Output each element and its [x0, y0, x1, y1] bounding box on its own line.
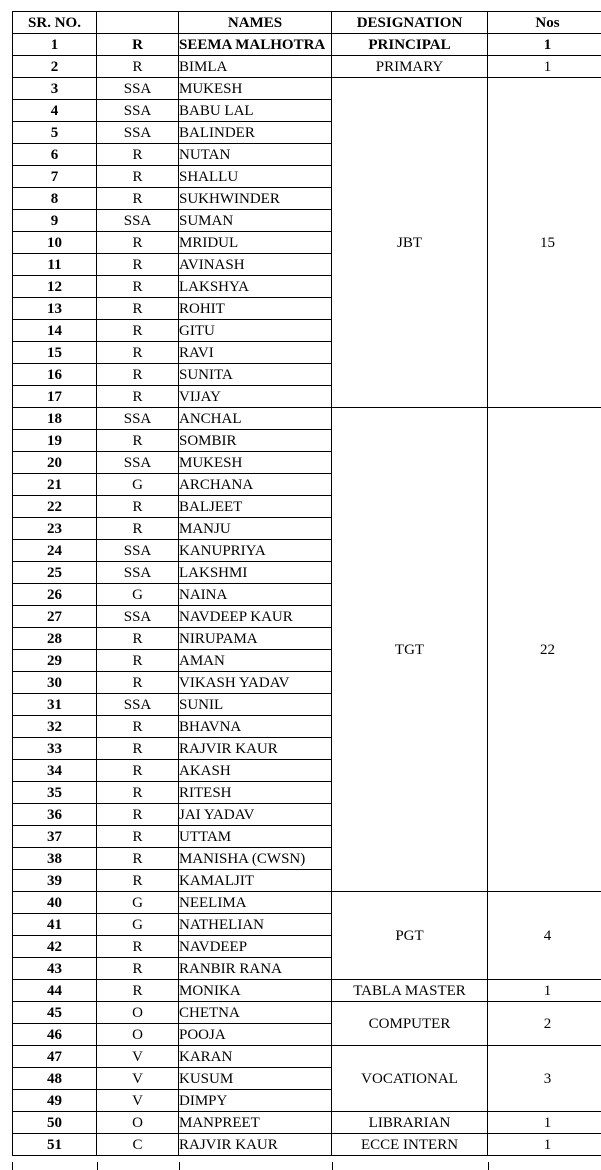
designation-cell: COMPUTER	[332, 1002, 488, 1046]
name-cell: KARAN	[179, 1046, 332, 1068]
category-cell: G	[97, 914, 179, 936]
name-cell: AVINASH	[179, 254, 332, 276]
category-cell: R	[97, 760, 179, 782]
header-sr-no: SR. NO.	[13, 12, 97, 34]
header-designation: DESIGNATION	[332, 12, 488, 34]
name-cell: NAINA	[179, 584, 332, 606]
category-cell: R	[97, 342, 179, 364]
table-row	[13, 408, 601, 430]
name-cell: LAKSHYA	[179, 276, 332, 298]
name-cell: KAMALJIT	[179, 870, 332, 892]
sr-no-cell: 1	[13, 34, 97, 56]
header-row	[13, 12, 601, 34]
name-cell: NUTAN	[179, 144, 332, 166]
name-cell: MANJU	[179, 518, 332, 540]
table-row	[13, 34, 601, 56]
partial-next-row	[12, 1162, 601, 1170]
sr-no-cell: 41	[13, 914, 97, 936]
name-cell: UTTAM	[179, 826, 332, 848]
sr-no-cell: 23	[13, 518, 97, 540]
sr-no-cell: 19	[13, 430, 97, 452]
nos-cell: 1	[488, 980, 601, 1002]
category-cell: R	[97, 650, 179, 672]
name-cell: MANISHA (CWSN)	[179, 848, 332, 870]
sr-no-cell: 51	[13, 1134, 97, 1156]
category-cell: R	[97, 430, 179, 452]
category-cell: R	[97, 980, 179, 1002]
designation-cell: PGT	[332, 892, 488, 980]
category-cell: R	[97, 716, 179, 738]
nos-cell: 4	[488, 892, 601, 980]
name-cell: ANCHAL	[179, 408, 332, 430]
category-cell: C	[97, 1134, 179, 1156]
category-cell: R	[97, 232, 179, 254]
name-cell: NEELIMA	[179, 892, 332, 914]
sr-no-cell: 40	[13, 892, 97, 914]
category-cell: R	[97, 738, 179, 760]
nos-cell: 1	[488, 34, 601, 56]
header-category	[97, 12, 179, 34]
designation-cell: JBT	[332, 78, 488, 408]
name-cell: SOMBIR	[179, 430, 332, 452]
designation-cell: LIBRARIAN	[332, 1112, 488, 1134]
category-cell: R	[97, 958, 179, 980]
category-cell: SSA	[97, 408, 179, 430]
name-cell: KUSUM	[179, 1068, 332, 1090]
sr-no-cell: 31	[13, 694, 97, 716]
sr-no-cell: 44	[13, 980, 97, 1002]
category-cell: R	[97, 320, 179, 342]
category-cell: R	[97, 254, 179, 276]
category-cell: G	[97, 892, 179, 914]
sr-no-cell: 20	[13, 452, 97, 474]
designation-cell: VOCATIONAL	[332, 1046, 488, 1112]
designation-cell: TABLA MASTER	[332, 980, 488, 1002]
name-cell: RAVI	[179, 342, 332, 364]
sr-no-cell: 13	[13, 298, 97, 320]
name-cell: MONIKA	[179, 980, 332, 1002]
name-cell: DIMPY	[179, 1090, 332, 1112]
name-cell: VIJAY	[179, 386, 332, 408]
sr-no-cell: 37	[13, 826, 97, 848]
name-cell: BABU LAL	[179, 100, 332, 122]
name-cell: SHALLU	[179, 166, 332, 188]
name-cell: MUKESH	[179, 452, 332, 474]
sr-no-cell: 3	[13, 78, 97, 100]
category-cell: SSA	[97, 452, 179, 474]
category-cell: R	[97, 936, 179, 958]
sr-no-cell: 27	[13, 606, 97, 628]
sr-no-cell: 10	[13, 232, 97, 254]
category-cell: R	[97, 518, 179, 540]
sr-no-cell: 18	[13, 408, 97, 430]
category-cell: V	[97, 1068, 179, 1090]
sr-no-cell: 8	[13, 188, 97, 210]
name-cell: MANPREET	[179, 1112, 332, 1134]
sr-no-cell: 26	[13, 584, 97, 606]
category-cell: SSA	[97, 562, 179, 584]
designation-cell: ECCE INTERN	[332, 1134, 488, 1156]
name-cell: BHAVNA	[179, 716, 332, 738]
sr-no-cell: 43	[13, 958, 97, 980]
name-cell: RAJVIR KAUR	[179, 1134, 332, 1156]
nos-cell: 22	[488, 408, 601, 892]
table-row	[13, 980, 601, 1002]
category-cell: SSA	[97, 540, 179, 562]
name-cell: AMAN	[179, 650, 332, 672]
category-cell: R	[97, 56, 179, 78]
name-cell: SEEMA MALHOTRA	[179, 34, 332, 56]
name-cell: RANBIR RANA	[179, 958, 332, 980]
sr-no-cell: 30	[13, 672, 97, 694]
name-cell: VIKASH YADAV	[179, 672, 332, 694]
staff-table	[12, 11, 601, 1156]
category-cell: V	[97, 1046, 179, 1068]
sr-no-cell: 33	[13, 738, 97, 760]
name-cell: SUNIL	[179, 694, 332, 716]
sr-no-cell: 36	[13, 804, 97, 826]
designation-cell: PRINCIPAL	[332, 34, 488, 56]
header-nos: Nos	[488, 12, 601, 34]
name-cell: LAKSHMI	[179, 562, 332, 584]
sr-no-cell: 50	[13, 1112, 97, 1134]
name-cell: AKASH	[179, 760, 332, 782]
table-row	[13, 78, 601, 100]
sr-no-cell: 34	[13, 760, 97, 782]
table-row	[13, 1112, 601, 1134]
sr-no-cell: 7	[13, 166, 97, 188]
name-cell: SUMAN	[179, 210, 332, 232]
table-row	[13, 56, 601, 78]
name-cell: BALINDER	[179, 122, 332, 144]
name-cell: RAJVIR KAUR	[179, 738, 332, 760]
category-cell: O	[97, 1002, 179, 1024]
name-cell: MUKESH	[179, 78, 332, 100]
category-cell: SSA	[97, 606, 179, 628]
nos-cell: 1	[488, 1134, 601, 1156]
table-row	[13, 1134, 601, 1156]
sr-no-cell: 6	[13, 144, 97, 166]
category-cell: G	[97, 584, 179, 606]
category-cell: R	[97, 34, 179, 56]
category-cell: G	[97, 474, 179, 496]
table-header	[13, 12, 601, 34]
name-cell: JAI YADAV	[179, 804, 332, 826]
name-cell: NAVDEEP KAUR	[179, 606, 332, 628]
sr-no-cell: 38	[13, 848, 97, 870]
name-cell: SUNITA	[179, 364, 332, 386]
sr-no-cell: 48	[13, 1068, 97, 1090]
header-names: NAMES	[179, 12, 332, 34]
table-row	[13, 1046, 601, 1068]
sr-no-cell: 12	[13, 276, 97, 298]
category-cell: R	[97, 628, 179, 650]
name-cell: NIRUPAMA	[179, 628, 332, 650]
category-cell: R	[97, 826, 179, 848]
sr-no-cell: 42	[13, 936, 97, 958]
sr-no-cell: 21	[13, 474, 97, 496]
nos-cell: 15	[488, 78, 601, 408]
name-cell: GITU	[179, 320, 332, 342]
table-row	[13, 892, 601, 914]
category-cell: R	[97, 386, 179, 408]
category-cell: R	[97, 166, 179, 188]
category-cell: SSA	[97, 694, 179, 716]
category-cell: R	[97, 298, 179, 320]
sr-no-cell: 47	[13, 1046, 97, 1068]
name-cell: CHETNA	[179, 1002, 332, 1024]
sr-no-cell: 32	[13, 716, 97, 738]
nos-cell: 2	[488, 1002, 601, 1046]
nos-cell: 3	[488, 1046, 601, 1112]
category-cell: R	[97, 364, 179, 386]
name-cell: SUKHWINDER	[179, 188, 332, 210]
category-cell: SSA	[97, 122, 179, 144]
name-cell: BALJEET	[179, 496, 332, 518]
name-cell: POOJA	[179, 1024, 332, 1046]
sr-no-cell: 39	[13, 870, 97, 892]
sr-no-cell: 16	[13, 364, 97, 386]
name-cell: KANUPRIYA	[179, 540, 332, 562]
sr-no-cell: 9	[13, 210, 97, 232]
name-cell: ROHIT	[179, 298, 332, 320]
sr-no-cell: 24	[13, 540, 97, 562]
category-cell: R	[97, 804, 179, 826]
sr-no-cell: 2	[13, 56, 97, 78]
sr-no-cell: 15	[13, 342, 97, 364]
category-cell: R	[97, 276, 179, 298]
table-body	[13, 34, 601, 1156]
category-cell: R	[97, 870, 179, 892]
designation-cell: PRIMARY	[332, 56, 488, 78]
sr-no-cell: 28	[13, 628, 97, 650]
sr-no-cell: 35	[13, 782, 97, 804]
name-cell: RITESH	[179, 782, 332, 804]
designation-cell: TGT	[332, 408, 488, 892]
table-row	[13, 1002, 601, 1024]
category-cell: R	[97, 144, 179, 166]
sr-no-cell: 49	[13, 1090, 97, 1112]
category-cell: R	[97, 782, 179, 804]
category-cell: SSA	[97, 210, 179, 232]
nos-cell: 1	[488, 56, 601, 78]
sr-no-cell: 4	[13, 100, 97, 122]
name-cell: NATHELIAN	[179, 914, 332, 936]
sr-no-cell: 45	[13, 1002, 97, 1024]
category-cell: O	[97, 1024, 179, 1046]
category-cell: R	[97, 188, 179, 210]
category-cell: R	[97, 848, 179, 870]
category-cell: SSA	[97, 100, 179, 122]
nos-cell: 1	[488, 1112, 601, 1134]
sr-no-cell: 17	[13, 386, 97, 408]
sr-no-cell: 5	[13, 122, 97, 144]
sr-no-cell: 22	[13, 496, 97, 518]
category-cell: V	[97, 1090, 179, 1112]
category-cell: SSA	[97, 78, 179, 100]
sr-no-cell: 25	[13, 562, 97, 584]
sr-no-cell: 29	[13, 650, 97, 672]
name-cell: MRIDUL	[179, 232, 332, 254]
category-cell: R	[97, 672, 179, 694]
sr-no-cell: 11	[13, 254, 97, 276]
name-cell: NAVDEEP	[179, 936, 332, 958]
sr-no-cell: 14	[13, 320, 97, 342]
category-cell: R	[97, 496, 179, 518]
category-cell: O	[97, 1112, 179, 1134]
name-cell: BIMLA	[179, 56, 332, 78]
sr-no-cell: 46	[13, 1024, 97, 1046]
name-cell: ARCHANA	[179, 474, 332, 496]
